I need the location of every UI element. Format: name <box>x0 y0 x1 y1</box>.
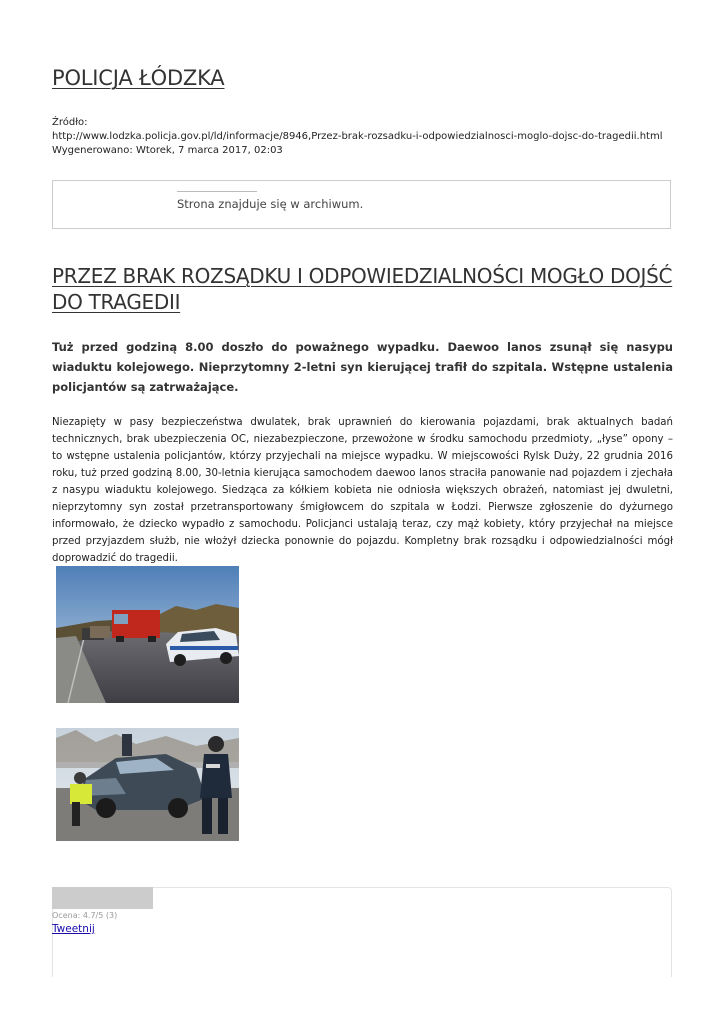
rating-stars[interactable] <box>52 887 153 909</box>
tweet-link[interactable]: Tweetnij <box>52 923 95 935</box>
article-body: Niezapięty w pasy bezpieczeństwa dwulatek, brak uprawnień do kierowania pojazdami, brak aktualnych badań technicznych, brak ubezpieczenia OC, niezabezpieczone, przewożone w środku samochodu przedmioty, „łyse” opony – to wstępne ustalenia policjantów, którzy przyjechali na miejsce wypadku. W miejscowości Rylsk Duży, 22 grudnia 2016 roku, tuż przed godziną 8.00, 30-letnia kierująca samochodem daewoo lanos straciła panowanie nad pojazdem i zjechała z nasypu wiaduktu kolejowego. Siedząca za kółkiem kobieta nie odniosła większych obrażeń, natomiast jej dwuletni, nieprzytomny syn został przetransportowany śmigłowcem do szpitala w Łodzi. Pierwsze zgłoszenie do dyżurnego informowało, że dziecko wypadło z samochodu. Policjanci ustalają teraz, czy mąż kobiety, który przyjechał na miejsce przed przyjazdem służb, nie włożył dziecka ponownie do pojazdu. Kompletny brak rozsądku i odpowiedzialności mógł doprowadzić do tragedii. <box>52 417 673 564</box>
archive-divider <box>177 191 257 192</box>
archive-notice <box>52 180 671 229</box>
article-title: PRZEZ BRAK ROZSĄDKU I ODPOWIEDZIALNOŚCI MOGŁO DOJŚĆ DO TRAGEDII <box>52 264 673 314</box>
archive-message: Strona znajduje się w archiwum. <box>177 197 364 211</box>
article-lead: Tuż przed godziną 8.00 doszło do poważnego wypadku. Daewoo lanos zsunął się nasypu wiaduktu kolejowego. Nieprzytomny 2-letni syn kierującej trafił do szpitala. Wstępne ustalenia policjantów są zatrważające. <box>52 340 673 394</box>
source-meta <box>52 116 692 158</box>
source-url: http://www.lodzka.policja.gov.pl/ld/informacje/8946,Przez-brak-rozsadku-i-odpowiedzialnosci-moglo-dojsc-do-tragedii.html <box>52 131 663 142</box>
rating-text: Ocena: 4.7/5 (3) <box>52 911 118 920</box>
site-title: POLICJA ŁÓDZKA <box>52 66 225 90</box>
accident-scene-road-photo[interactable] <box>56 566 239 703</box>
source-label: Źródło: <box>52 117 88 128</box>
generated-timestamp: Wygenerowano: Wtorek, 7 marca 2017, 02:03 <box>52 145 283 156</box>
damaged-car-police-photo[interactable] <box>56 728 239 841</box>
